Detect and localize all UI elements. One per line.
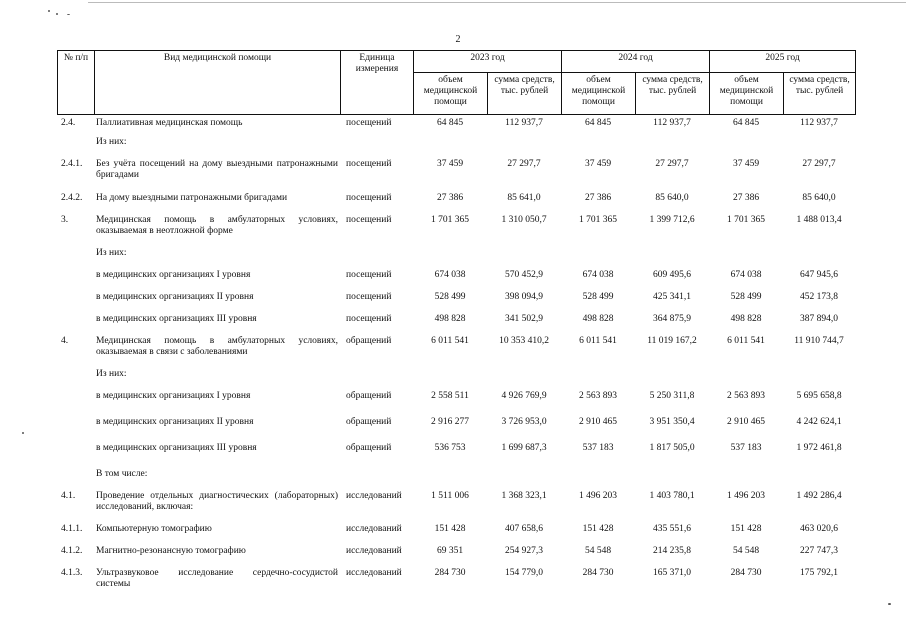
cell-amount — [635, 137, 709, 159]
cell-amount — [487, 369, 561, 391]
row-number — [57, 417, 94, 443]
row-care-type: Без учёта посещений на дому выездными патронажными бригадами — [96, 159, 338, 180]
table-row — [57, 469, 855, 491]
table-row — [57, 491, 855, 524]
table-row — [57, 369, 855, 391]
cell-amount: 435 551,6 — [653, 524, 691, 534]
cell-volume: 536 753 — [434, 443, 466, 453]
table-row — [57, 443, 855, 469]
row-care-type: Проведение отдельных диагностических (лабораторных) исследований, включая: — [96, 491, 338, 512]
row-unit: посещений — [346, 118, 392, 128]
cell-volume: 498 828 — [730, 314, 762, 324]
cell-amount: 452 173,8 — [800, 292, 838, 302]
row-care-type: На дому выездными патронажными бригадами — [96, 193, 288, 203]
table-row — [57, 215, 855, 248]
header-type: Вид медицинской помощи — [95, 51, 341, 115]
cell-amount: 112 937,7 — [800, 118, 838, 128]
cell-amount: 11 910 744,7 — [794, 336, 844, 346]
header-amount: сумма средств, тыс. рублей — [488, 73, 562, 115]
cell-amount: 4 926 769,9 — [501, 391, 547, 401]
cell-volume: 1 701 365 — [431, 215, 469, 225]
scan-speck — [56, 13, 58, 15]
cell-volume — [561, 469, 635, 491]
cell-volume — [709, 137, 783, 159]
cell-amount: 254 927,3 — [505, 546, 543, 556]
cell-volume: 674 038 — [582, 270, 614, 280]
row-number — [57, 248, 94, 270]
scan-speck — [67, 14, 70, 15]
cell-volume: 54 548 — [584, 546, 612, 556]
table-row — [57, 417, 855, 443]
cell-volume: 2 563 893 — [579, 391, 617, 401]
cell-volume: 498 828 — [434, 314, 466, 324]
table-row — [57, 568, 855, 598]
cell-amount — [783, 369, 855, 391]
cell-volume: 2 563 893 — [727, 391, 765, 401]
row-unit: обращений — [346, 391, 392, 401]
cell-volume — [561, 248, 635, 270]
row-number — [57, 270, 94, 292]
cell-amount — [487, 469, 561, 491]
header-amount: сумма средств, тыс. рублей — [636, 73, 710, 115]
cell-amount: 10 353 410,2 — [499, 336, 549, 346]
cell-amount: 112 937,7 — [653, 118, 691, 128]
row-number: 4. — [61, 336, 69, 346]
table-row — [57, 270, 855, 292]
cell-amount: 1 310 050,7 — [501, 215, 547, 225]
row-number: 3. — [61, 215, 69, 225]
cell-volume: 537 183 — [582, 443, 614, 453]
cell-volume: 37 459 — [732, 159, 760, 169]
header-num: № п/п — [58, 51, 95, 115]
row-care-type: в медицинских организациях I уровня — [96, 270, 251, 280]
cell-volume — [709, 369, 783, 391]
row-unit: исследований — [346, 568, 402, 578]
row-unit: посещений — [346, 292, 392, 302]
cell-volume: 6 011 541 — [431, 336, 469, 346]
cell-volume: 1 496 203 — [579, 491, 617, 501]
cell-amount: 27 297,7 — [802, 159, 836, 169]
row-number — [57, 469, 94, 491]
row-unit: посещений — [346, 193, 392, 203]
cell-amount: 11 019 167,2 — [647, 336, 697, 346]
row-care-type: в медицинских организациях III уровня — [96, 314, 257, 324]
cell-amount: 341 502,9 — [505, 314, 543, 324]
cell-amount — [635, 469, 709, 491]
table-row — [57, 391, 855, 417]
cell-volume: 37 459 — [584, 159, 612, 169]
cell-amount: 3 951 350,4 — [649, 417, 695, 427]
cell-volume — [413, 248, 487, 270]
cell-amount: 27 297,7 — [507, 159, 541, 169]
cell-amount: 214 235,8 — [653, 546, 691, 556]
row-unit: обращений — [346, 443, 392, 453]
cell-amount: 1 399 712,6 — [649, 215, 695, 225]
cell-amount: 5 250 311,8 — [649, 391, 695, 401]
cell-volume: 2 558 511 — [431, 391, 469, 401]
row-care-type: в медицинских организациях III уровня — [96, 443, 257, 453]
cell-amount: 3 726 953,0 — [501, 417, 547, 427]
row-number: 4.1. — [61, 491, 76, 501]
cell-amount: 5 695 658,8 — [796, 391, 842, 401]
header-year-2024: 2024 год — [562, 51, 710, 73]
table-row — [57, 137, 855, 159]
cell-amount: 398 094,9 — [505, 292, 543, 302]
cell-amount: 407 658,6 — [505, 524, 543, 534]
page-number: 2 — [455, 34, 461, 45]
row-unit: посещений — [346, 215, 392, 225]
cell-volume: 528 499 — [730, 292, 762, 302]
row-care-type: В том числе: — [96, 469, 148, 479]
table-row — [57, 292, 855, 314]
row-care-type: в медицинских организациях II уровня — [96, 417, 254, 427]
row-unit: обращений — [346, 336, 392, 346]
row-number: 2.4.1. — [61, 159, 83, 169]
cell-amount — [783, 469, 855, 491]
cell-amount: 1 403 780,1 — [649, 491, 695, 501]
data-table — [57, 118, 855, 598]
cell-amount: 85 640,0 — [655, 193, 689, 203]
row-number: 2.4. — [61, 118, 76, 128]
cell-amount: 1 488 013,4 — [796, 215, 842, 225]
scan-speck — [888, 603, 891, 605]
row-unit: посещений — [346, 270, 392, 280]
cell-amount — [635, 369, 709, 391]
row-care-type: Из них: — [96, 248, 127, 258]
cell-volume: 64 845 — [732, 118, 760, 128]
row-unit: исследований — [346, 491, 402, 501]
cell-amount: 112 937,7 — [505, 118, 543, 128]
row-care-type: Компьютерную томографию — [96, 524, 212, 534]
cell-volume: 674 038 — [434, 270, 466, 280]
cell-volume: 2 910 465 — [579, 417, 617, 427]
cell-volume: 2 916 277 — [431, 417, 469, 427]
cell-amount: 85 641,0 — [507, 193, 541, 203]
row-unit: посещений — [346, 314, 392, 324]
cell-volume: 6 011 541 — [727, 336, 765, 346]
cell-volume: 528 499 — [434, 292, 466, 302]
row-care-type: Из них: — [96, 369, 127, 379]
scan-speck — [48, 10, 50, 12]
row-unit — [340, 469, 413, 491]
row-unit — [340, 137, 413, 159]
cell-volume: 1 511 006 — [431, 491, 469, 501]
cell-amount: 165 371,0 — [653, 568, 691, 578]
cell-amount: 647 945,6 — [800, 270, 838, 280]
top-scan-rule — [88, 2, 906, 3]
row-number — [57, 292, 94, 314]
row-unit — [340, 248, 413, 270]
cell-volume: 27 386 — [732, 193, 760, 203]
row-unit: обращений — [346, 417, 392, 427]
cell-volume: 284 730 — [730, 568, 762, 578]
row-care-type: Паллиативная медицинская помощь — [96, 118, 243, 128]
cell-volume — [561, 137, 635, 159]
cell-volume: 27 386 — [584, 193, 612, 203]
cell-volume: 1 701 365 — [727, 215, 765, 225]
cell-amount: 85 640,0 — [802, 193, 836, 203]
cell-amount — [635, 248, 709, 270]
table-row — [57, 336, 855, 369]
cell-volume: 69 351 — [436, 546, 464, 556]
row-care-type: Медицинская помощь в амбулаторных условиях, оказываемая в связи с заболеваниями — [96, 336, 338, 357]
cell-amount: 364 875,9 — [653, 314, 691, 324]
table-header — [57, 50, 856, 115]
row-number — [57, 314, 94, 336]
header-volume: объем медицинской помощи — [562, 73, 636, 115]
row-number — [57, 137, 94, 159]
cell-amount — [783, 137, 855, 159]
cell-amount: 1 817 505,0 — [649, 443, 695, 453]
row-unit: посещений — [346, 159, 392, 169]
table-row — [57, 248, 855, 270]
cell-amount: 4 242 624,1 — [796, 417, 842, 427]
cell-volume: 284 730 — [434, 568, 466, 578]
cell-amount: 154 779,0 — [505, 568, 543, 578]
table-row — [57, 118, 855, 137]
cell-volume — [413, 469, 487, 491]
cell-volume: 528 499 — [582, 292, 614, 302]
row-care-type: Магнитно-резонансную томографию — [96, 546, 246, 556]
cell-amount: 1 972 461,8 — [796, 443, 842, 453]
row-care-type: Медицинская помощь в амбулаторных условиях, оказываемая в неотложной форме — [96, 215, 338, 236]
header-unit: Единица измерения — [341, 51, 414, 115]
cell-volume: 151 428 — [582, 524, 614, 534]
cell-amount: 227 747,3 — [800, 546, 838, 556]
row-unit: исследований — [346, 524, 402, 534]
header-year-2023: 2023 год — [414, 51, 562, 73]
row-number: 2.4.2. — [61, 193, 83, 203]
header-volume: объем медицинской помощи — [710, 73, 784, 115]
cell-volume — [413, 369, 487, 391]
cell-volume: 498 828 — [582, 314, 614, 324]
cell-amount: 425 341,1 — [653, 292, 691, 302]
row-number: 4.1.1. — [61, 524, 83, 534]
cell-amount: 463 020,6 — [800, 524, 838, 534]
cell-volume: 64 845 — [584, 118, 612, 128]
header-volume: объем медицинской помощи — [414, 73, 488, 115]
table-row — [57, 524, 855, 546]
row-unit: исследований — [346, 546, 402, 556]
scan-speck — [22, 432, 24, 434]
cell-volume: 37 459 — [436, 159, 464, 169]
cell-amount — [487, 248, 561, 270]
table-row — [57, 314, 855, 336]
cell-volume: 1 496 203 — [727, 491, 765, 501]
cell-amount: 1 368 323,1 — [501, 491, 547, 501]
row-number — [57, 443, 94, 469]
cell-volume: 674 038 — [730, 270, 762, 280]
cell-amount — [783, 248, 855, 270]
cell-volume: 151 428 — [434, 524, 466, 534]
header-year-2025: 2025 год — [710, 51, 856, 73]
row-number: 4.1.2. — [61, 546, 83, 556]
cell-volume: 537 183 — [730, 443, 762, 453]
cell-volume: 1 701 365 — [579, 215, 617, 225]
cell-volume: 151 428 — [730, 524, 762, 534]
row-care-type: в медицинских организациях I уровня — [96, 391, 251, 401]
cell-amount: 570 452,9 — [505, 270, 543, 280]
row-number — [57, 369, 94, 391]
row-care-type: Ультразвуковое исследование сердечно-сосудистой системы — [96, 568, 338, 589]
cell-volume — [413, 137, 487, 159]
cell-amount: 27 297,7 — [655, 159, 689, 169]
row-number: 4.1.3. — [61, 568, 83, 578]
cell-amount — [487, 137, 561, 159]
cell-volume — [709, 248, 783, 270]
cell-volume: 284 730 — [582, 568, 614, 578]
table-row — [57, 159, 855, 193]
cell-volume — [709, 469, 783, 491]
table-row — [57, 546, 855, 568]
cell-volume: 2 910 465 — [727, 417, 765, 427]
cell-amount: 175 792,1 — [800, 568, 838, 578]
cell-volume: 64 845 — [436, 118, 464, 128]
cell-volume: 54 548 — [732, 546, 760, 556]
row-unit — [340, 369, 413, 391]
cell-amount: 387 894,0 — [800, 314, 838, 324]
cell-amount: 1 492 286,4 — [796, 491, 842, 501]
row-number — [57, 391, 94, 417]
row-care-type: Из них: — [96, 137, 127, 147]
cell-amount: 1 699 687,3 — [501, 443, 547, 453]
header-amount: сумма средств, тыс. рублей — [784, 73, 856, 115]
cell-amount: 609 495,6 — [653, 270, 691, 280]
cell-volume: 27 386 — [436, 193, 464, 203]
row-care-type: в медицинских организациях II уровня — [96, 292, 254, 302]
cell-volume — [561, 369, 635, 391]
table-row — [57, 193, 855, 215]
cell-volume: 6 011 541 — [579, 336, 617, 346]
